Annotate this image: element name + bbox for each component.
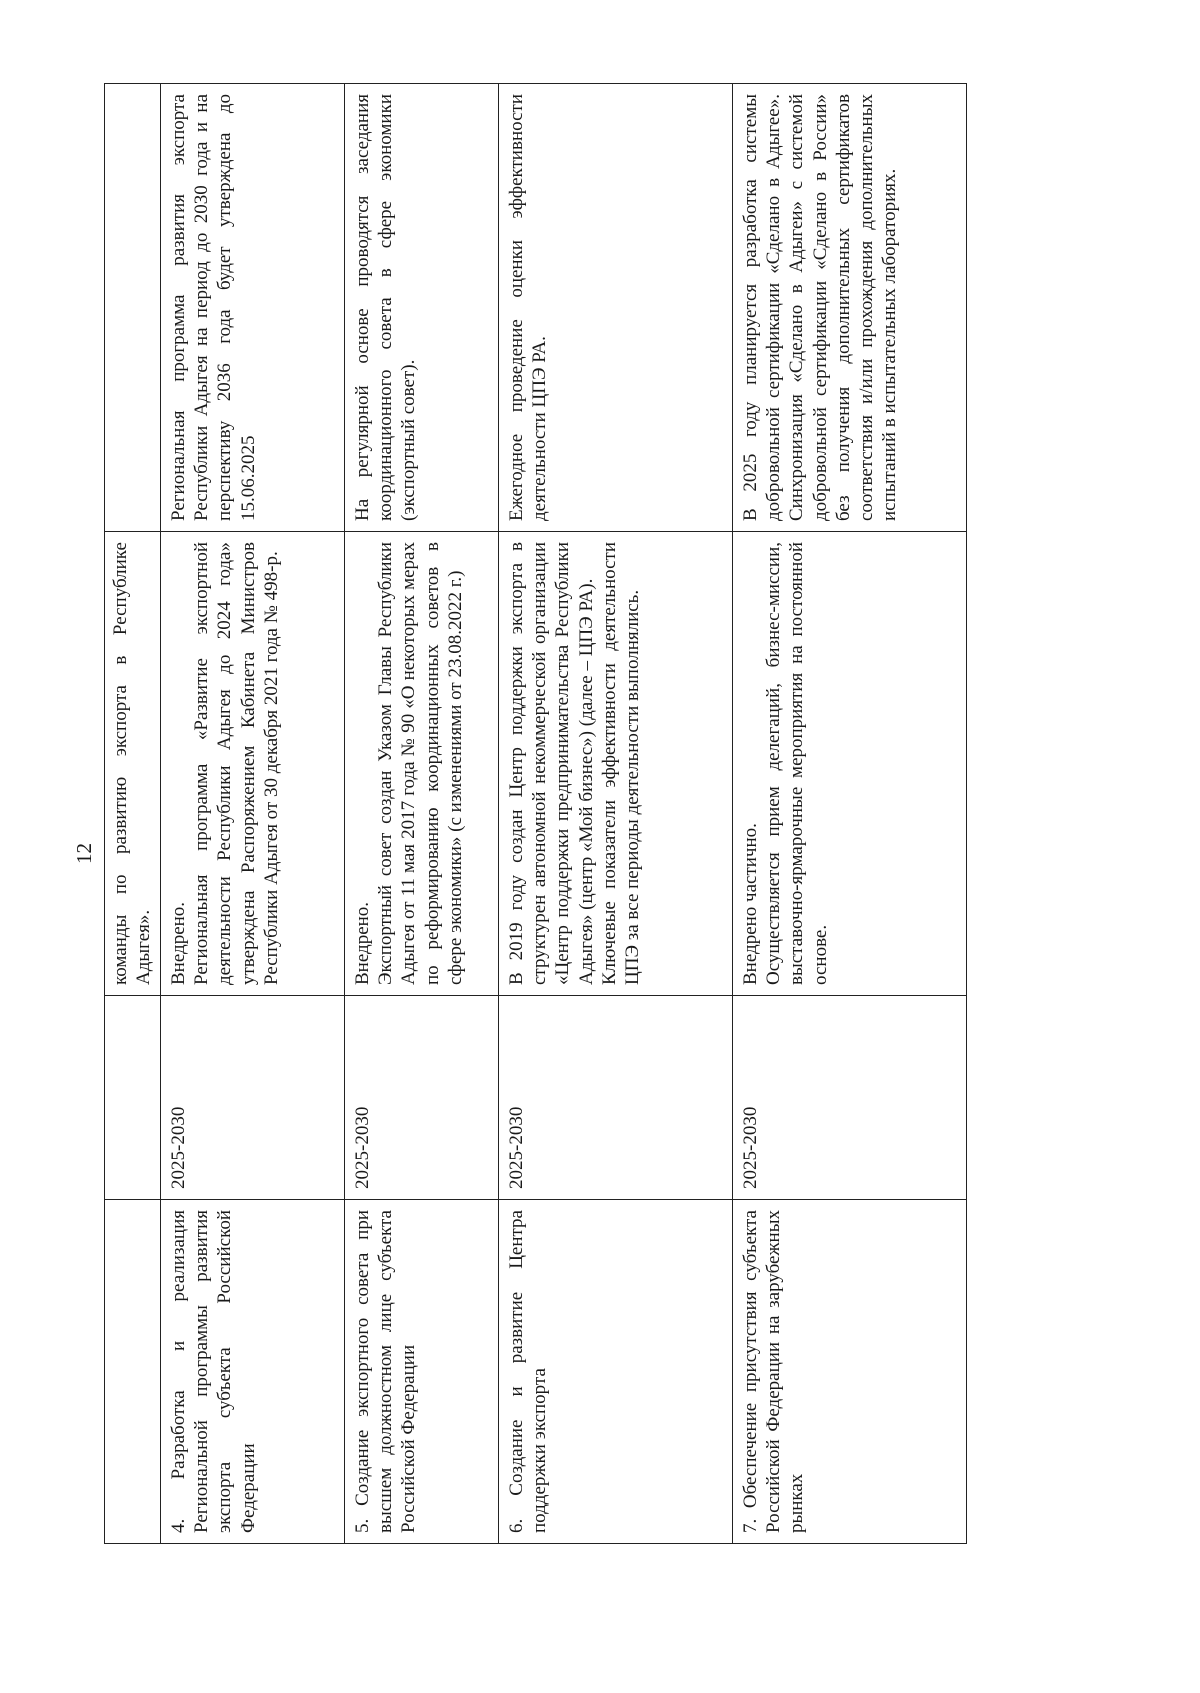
period-cell: 2025-2030 (345, 996, 499, 1200)
measure-cell: 4. Разработка и реализация Региональной программы развития экспорта субъекта Российской Федерации (161, 1200, 345, 1544)
period-cell: 2025-2030 (733, 996, 967, 1200)
measure-cell: 6. Создание и развитие Центра поддержки экспорта (499, 1200, 733, 1544)
plan-cell (105, 84, 161, 532)
export-measures-table (104, 83, 967, 1544)
status-cell: В 2019 году создан Центр поддержки экспорта в структурен автономной некоммерческой организации «Центр поддержки предпринимательства Республики Адыгея» (центр «Мой бизнес») (далее – ЦПЭ РА). Ключевые показатели эффективности деятельности ЦПЭ за все периоды деятельности выполнялись. (499, 532, 733, 996)
table-row (499, 84, 733, 1544)
table-row-continuation (105, 84, 161, 1544)
period-cell: 2025-2030 (499, 996, 733, 1200)
status-cell: Внедрено частично. Осуществляется прием делегаций, бизнес-миссии, выставочно-ярмарочные мероприятия на постоянной основе. (733, 532, 967, 996)
table-row (345, 84, 499, 1544)
table-row (733, 84, 967, 1544)
page-number: 12 (71, 842, 96, 864)
plan-cell: На регулярной основе проводятся заседания координационного совета в сфере экономики (экспортный совет). (345, 84, 499, 532)
plan-cell: Ежегодное проведение оценки эффективности деятельности ЦПЭ РА. (499, 84, 733, 532)
table-row (161, 84, 345, 1544)
measure-cell: 7. Обеспечение присутствия субъекта Российской Федерации на зарубежных рынках (733, 1200, 967, 1544)
status-cell: Внедрено. Экспортный совет создан Указом Главы Республики Адыгея от 11 мая 2017 года № 90 «О некоторых мерах по реформированию координационных советов в сфере экономики» (с изменениями от 23.08.2022 г.) (345, 532, 499, 996)
plan-cell: Региональная программа развития экспорта Республики Адыгея на период до 2030 года и на перспективу 2036 года будет утверждена до 15.06.2025 (161, 84, 345, 532)
status-cell: Внедрено. Региональная программа «Развитие экспортной деятельности Республики Адыгея до 2024 года» утверждена Распоряжением Кабинета Министров Республики Адыгея от 30 декабря 2021 года № 498-р. (161, 532, 345, 996)
status-cell: команды по развитию экспорта в Республике Адыгея». (105, 532, 161, 996)
period-cell: 2025-2030 (161, 996, 345, 1200)
rotated-table-sheet (104, 84, 966, 1544)
measure-cell: 5. Создание экспортного совета при высшем должностном лице субъекта Российской Федерации (345, 1200, 499, 1544)
period-cell (105, 996, 161, 1200)
plan-cell: В 2025 году планируется разработка системы добровольной сертификации «Сделано в Адыгее». Синхронизация «Сделано в Адыгеи» с системой добровольной сертификации «Сделано в России» без получения дополнительных сертификатов соответствия и/или прохождения дополнительных испытаний в испытательных лабораториях. (733, 84, 967, 532)
measure-cell (105, 1200, 161, 1544)
